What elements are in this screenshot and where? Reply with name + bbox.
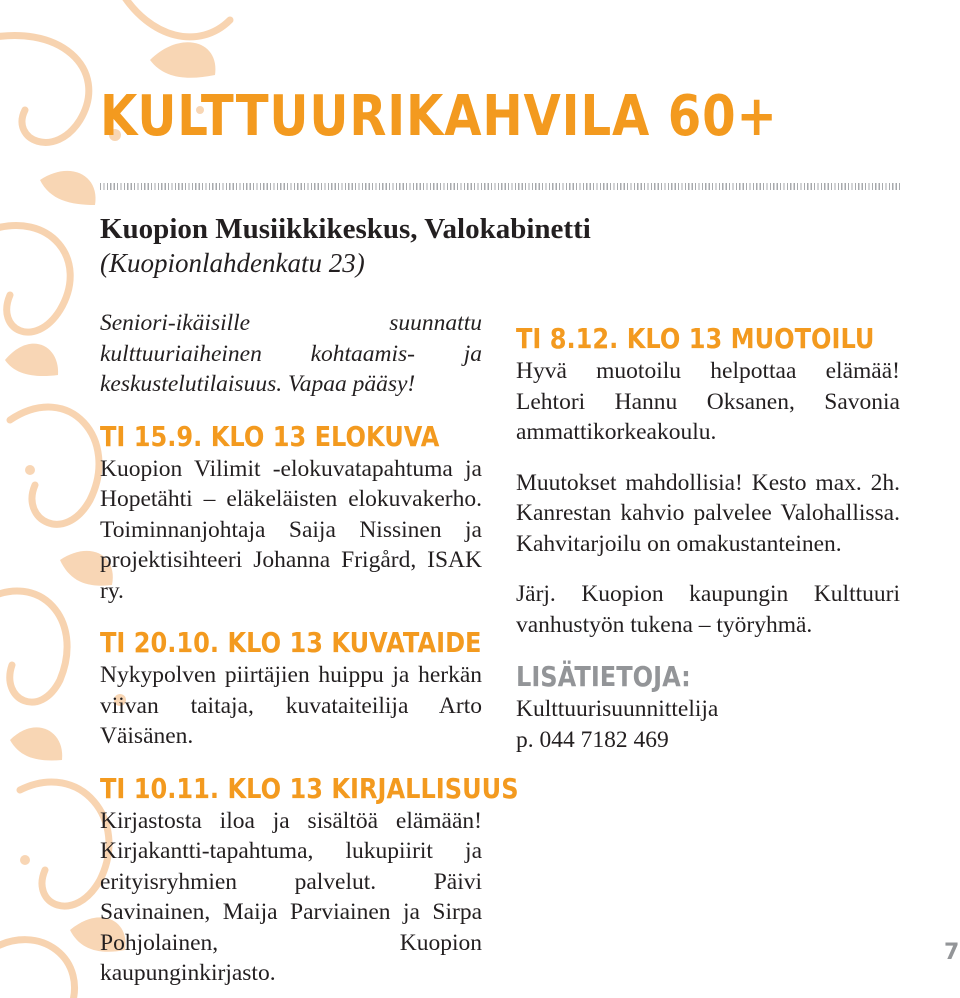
contact-phone: p. 044 7182 469 (516, 726, 669, 753)
event-text: Nykypolven piirtäjien huippu ja herkän viivan taitaja, kuvataiteilija Arto Väisänen. (100, 662, 482, 749)
contact-title: Kulttuurisuunnittelija (516, 696, 719, 722)
info-heading: LISÄTIETOJA: (516, 660, 691, 693)
intro-text: Seniori-ikäisille suunnattu kulttuuriaiheinen kohtaamis- ja keskustelutilaisuus. Vapaa pääsy! (100, 310, 482, 397)
venue-name: Kuopion Musiikkikeskus, Valokabinetti (100, 213, 591, 245)
event-heading: TI 10.11. KLO 13 KIRJALLISUUS (100, 771, 519, 805)
event-text: Hyvä muotoilu helpottaa elämää! Lehtori Hannu Oksanen, Savonia ammattikorkeakoulu. (516, 358, 900, 445)
changes-note: Muutokset mahdollisia! Kesto max. 2h. Kanrestan kahvio palvelee Valohallissa. Kahvitarjoilu on omakustanteinen. (516, 469, 900, 557)
right-column (516, 308, 900, 755)
event-heading: TI 20.10. KLO 13 KUVATAIDE (100, 626, 482, 659)
page-number: 7 (944, 940, 960, 965)
event-text: Kuopion Vilimit -elokuvatapahtuma ja Hopetähti – eläkeläisten elokuvakerho. Toiminnanjohtaja Saija Nissinen ja projektisihteeri Johanna Frigård, ISAK ry. (100, 455, 482, 604)
organizer-note: Järj. Kuopion kaupungin Kulttuuri vanhustyön tukena – työryhmä. (516, 581, 900, 638)
event-heading: TI 8.12. KLO 13 MUOTOILU (516, 322, 875, 355)
dotted-divider (100, 183, 900, 190)
left-column (100, 308, 519, 989)
event-text: Kirjastosta iloa ja sisältöä elämään! Kirjakantti-tapahtuma, lukupiirit ja erityisryhmien palvelut. Päivi Savinainen, Maija Parviainen ja Sirpa Pohjolainen, Kuopion kaupunginkirjasto. (100, 807, 482, 986)
venue-address: (Kuopionlahdenkatu 23) (100, 248, 365, 278)
event-heading: TI 15.9. KLO 13 ELOKUVA (100, 419, 440, 453)
page-title: KULTTUURIKAHVILA 60+ (100, 84, 778, 149)
